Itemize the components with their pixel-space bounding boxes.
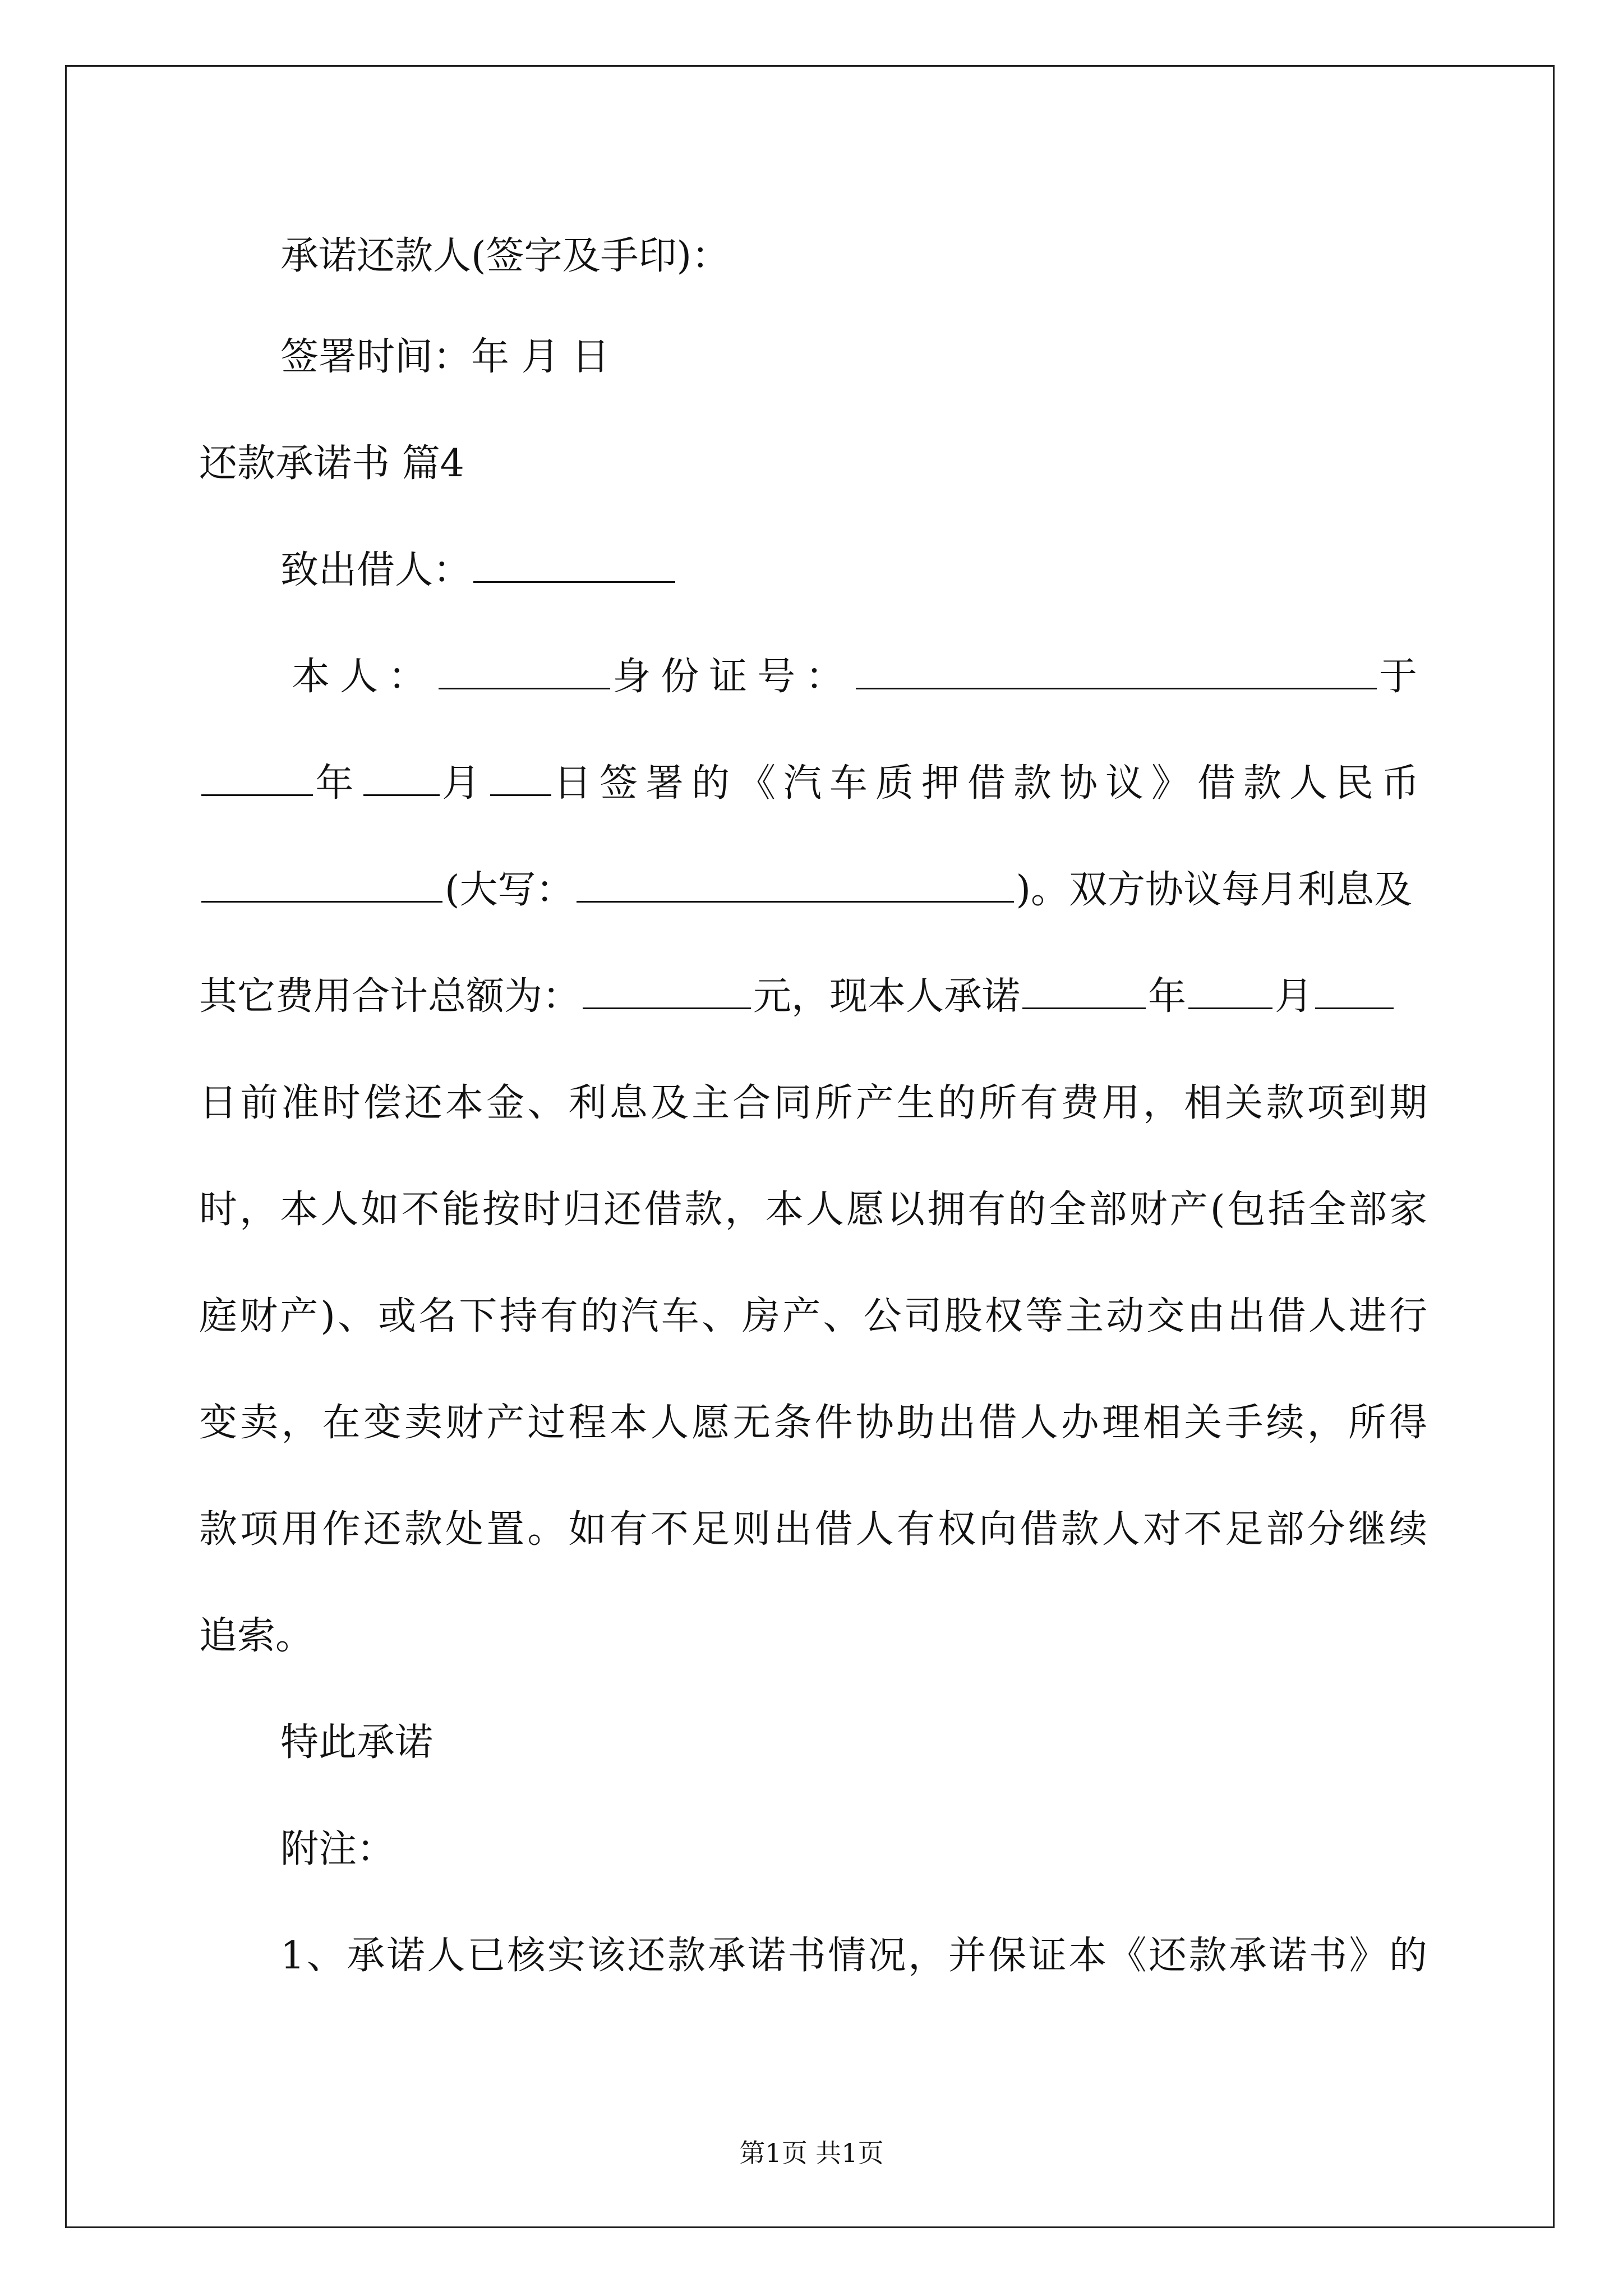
- month-label-2: 月: [1275, 974, 1313, 1019]
- page-border: [65, 65, 1555, 2228]
- addressee-line: [280, 545, 677, 596]
- interest-text: )。双方协议每月利息及: [1016, 868, 1413, 912]
- lender-name-blank: [473, 546, 675, 583]
- at-label: 于: [1378, 655, 1427, 699]
- sign-month-blank: [363, 760, 440, 796]
- para-line-7: 庭财产)、或名下持有的汽车、房产、公司股权等主动交由出借人进行: [199, 1294, 1427, 1338]
- note-item-1: 1、承诺人已核实该还款承诺书情况，并保证本《还款承诺书》的: [280, 1934, 1427, 1978]
- section-title: 还款承诺书 篇4: [199, 441, 464, 486]
- amount-blank: [201, 866, 442, 903]
- para-line-4: [199, 972, 1427, 1022]
- uppercase-label: (大写：: [445, 868, 574, 912]
- signature-line: 承诺还款人(签字及手印)：: [280, 234, 730, 278]
- total-fee-label: 其它费用合计总额为：: [199, 974, 581, 1019]
- note-label: 附注：: [280, 1827, 395, 1871]
- sign-day-blank: [490, 760, 551, 796]
- sign-date-line: 签署时间：年 月 日: [280, 335, 610, 379]
- para-line-3: [199, 865, 1427, 915]
- id-number-label: 身份证号：: [612, 655, 854, 699]
- month-label-1: 月: [442, 761, 488, 806]
- year-label-2: 年: [1148, 974, 1187, 1019]
- para-line-2: [199, 758, 1427, 809]
- repay-year-blank: [1022, 973, 1146, 1009]
- sign-year-blank: [201, 760, 313, 796]
- closing-text: 特此承诺: [280, 1720, 434, 1765]
- para-line-6: 时，本人如不能按时归还借款，本人愿以拥有的全部财产(包括全部家: [199, 1188, 1427, 1232]
- para-line-9: 款项用作还款处置。如有不足则出借人有权向借款人对不足部分继续: [199, 1507, 1427, 1552]
- agreement-text: 日签署的《汽车质押借款协议》借款人民币: [553, 761, 1427, 806]
- total-fee-blank: [583, 973, 751, 1009]
- repay-day-blank: [1315, 973, 1394, 1009]
- para-line-1: [292, 652, 1427, 702]
- borrower-name-blank: [439, 653, 610, 689]
- page-number-footer: 第1页 共1页: [739, 2138, 884, 2168]
- amount-uppercase-blank: [577, 866, 1014, 903]
- year-label-1: 年: [315, 761, 362, 806]
- para-line-8: 变卖，在变卖财产过程本人愿无条件协助出借人办理相关手续，所得: [199, 1401, 1427, 1445]
- addressee-label: 致出借人：: [280, 548, 472, 592]
- repay-month-blank: [1188, 973, 1272, 1009]
- self-label: 本人：: [292, 655, 437, 699]
- id-number-blank: [856, 653, 1377, 689]
- promise-text: 元，现本人承诺: [753, 974, 1021, 1019]
- para-line-10: 追索。: [199, 1614, 314, 1658]
- para-line-5: 日前准时偿还本金、利息及主合同所产生的所有费用，相关款项到期: [199, 1081, 1427, 1125]
